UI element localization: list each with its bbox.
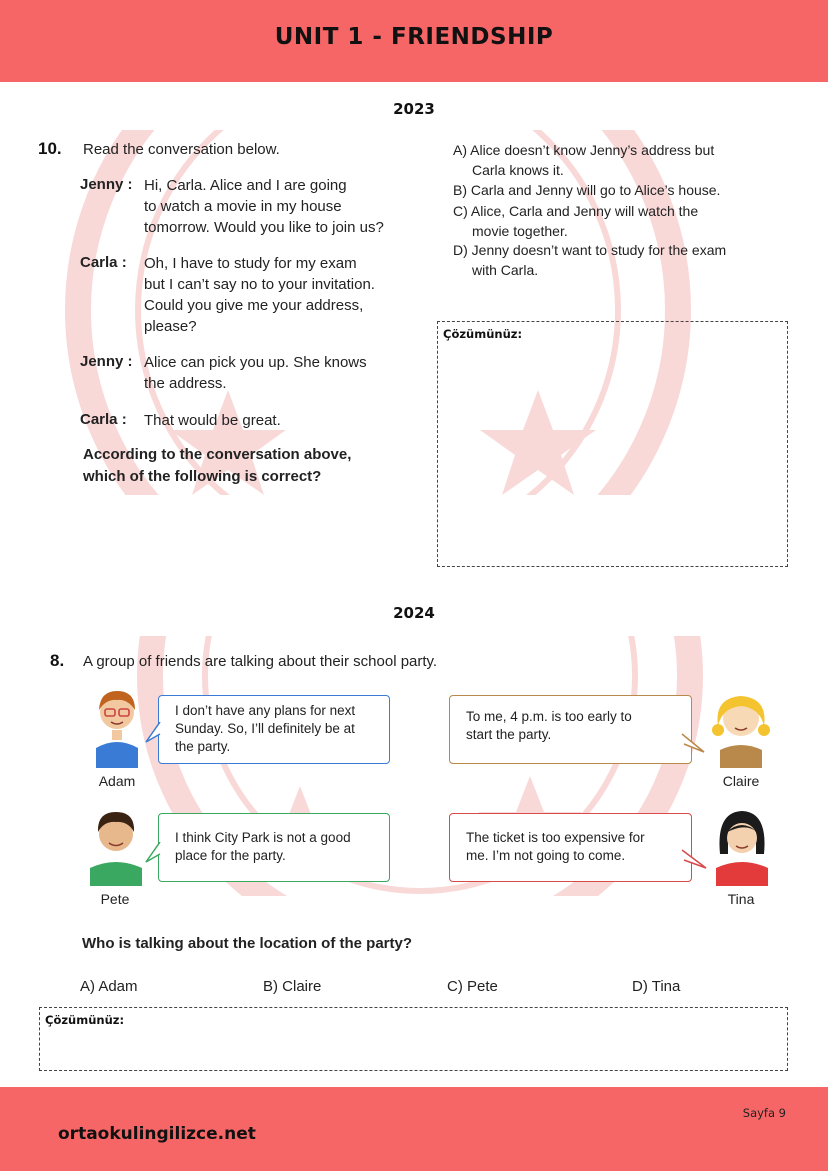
option-a: A) Alice doesn’t know Jenny’s address but <box>453 142 715 158</box>
answer-label: Çözümünüz: <box>443 327 523 341</box>
bubble-line: the party. <box>175 739 231 754</box>
unit-title: UNIT 1 - FRIENDSHIP <box>274 24 554 50</box>
bubble-tail <box>680 848 708 870</box>
option-c: C) Alice, Carla and Jenny will watch the <box>453 203 699 219</box>
adam-avatar <box>88 686 146 768</box>
bubble-line: Sunday. So, I’ll definitely be at <box>175 721 355 736</box>
question-number: 8. <box>50 651 65 670</box>
option-d-cont: with Carla. <box>472 262 539 278</box>
answer-box-2023[interactable] <box>437 321 788 567</box>
page-number: Sayfa 9 <box>742 1106 786 1120</box>
bubble-line: I don’t have any plans for next <box>175 703 356 718</box>
dialogue-line: to watch a movie in my house <box>144 198 342 215</box>
bubble-line: start the party. <box>466 727 552 742</box>
answer-label: Çözümünüz: <box>45 1013 125 1027</box>
question-number: 10. <box>38 139 62 158</box>
dialogue-line: Alice can pick you up. She knows <box>144 354 367 371</box>
name-tina: Tina <box>727 891 755 907</box>
bubble-line: The ticket is too expensive for <box>466 830 645 845</box>
bubble-tail <box>144 722 162 744</box>
speech-bubble-tina <box>449 813 692 882</box>
name-adam: Adam <box>98 773 136 789</box>
bubble-line: place for the party. <box>175 848 286 863</box>
option-b: B) Carla and Jenny will go to Alice’s house. <box>453 182 721 198</box>
name-claire: Claire <box>722 773 760 789</box>
choice-d[interactable]: D) Tina <box>632 978 681 995</box>
dialogue-line: Could you give me your address, <box>144 297 364 314</box>
speaker-jenny: Jenny : <box>80 353 133 370</box>
dialogue-line: please? <box>144 318 197 335</box>
site-name[interactable]: ortaokulingilizce.net <box>58 1124 256 1144</box>
dialogue-line: Hi, Carla. Alice and I are going <box>144 177 347 194</box>
speaker-carla: Carla : <box>80 411 127 428</box>
claire-avatar <box>710 690 772 768</box>
bubble-tail <box>680 732 706 754</box>
year-2024: 2024 <box>393 604 435 622</box>
speaker-carla: Carla : <box>80 254 127 271</box>
tina-avatar <box>712 806 772 886</box>
option-d: D) Jenny doesn’t want to study for the exam <box>453 242 727 258</box>
dialogue-line: That would be great. <box>144 412 281 429</box>
question-prompt: A group of friends are talking about their school party. <box>83 653 438 670</box>
choice-c[interactable]: C) Pete <box>447 978 498 995</box>
speech-bubble-pete <box>158 813 390 882</box>
bubble-line: I think City Park is not a good <box>175 830 351 845</box>
name-pete: Pete <box>100 891 130 907</box>
option-c-cont: movie together. <box>472 223 568 239</box>
option-a-cont: Carla knows it. <box>472 162 564 178</box>
speech-bubble-adam <box>158 695 390 764</box>
question-location: Who is talking about the location of the party? <box>82 935 412 952</box>
dialogue-line: but I can’t say no to your invitation. <box>144 276 375 293</box>
question-line: which of the following is correct? <box>83 468 322 485</box>
speech-bubble-claire <box>449 695 692 764</box>
choice-a[interactable]: A) Adam <box>80 978 138 995</box>
bubble-tail <box>144 842 162 864</box>
dialogue-line: Oh, I have to study for my exam <box>144 255 357 272</box>
year-2023: 2023 <box>393 100 435 118</box>
question-prompt: Read the conversation below. <box>83 141 280 158</box>
pete-avatar <box>86 806 146 886</box>
speaker-jenny: Jenny : <box>80 176 133 193</box>
bubble-line: me. I’m not going to come. <box>466 848 626 863</box>
dialogue-line: the address. <box>144 375 227 392</box>
answer-box-2024[interactable] <box>39 1007 788 1071</box>
choice-b[interactable]: B) Claire <box>263 978 322 995</box>
bubble-line: To me, 4 p.m. is too early to <box>466 709 632 724</box>
question-line: According to the conversation above, <box>83 446 352 463</box>
dialogue-line: tomorrow. Would you like to join us? <box>144 219 384 236</box>
